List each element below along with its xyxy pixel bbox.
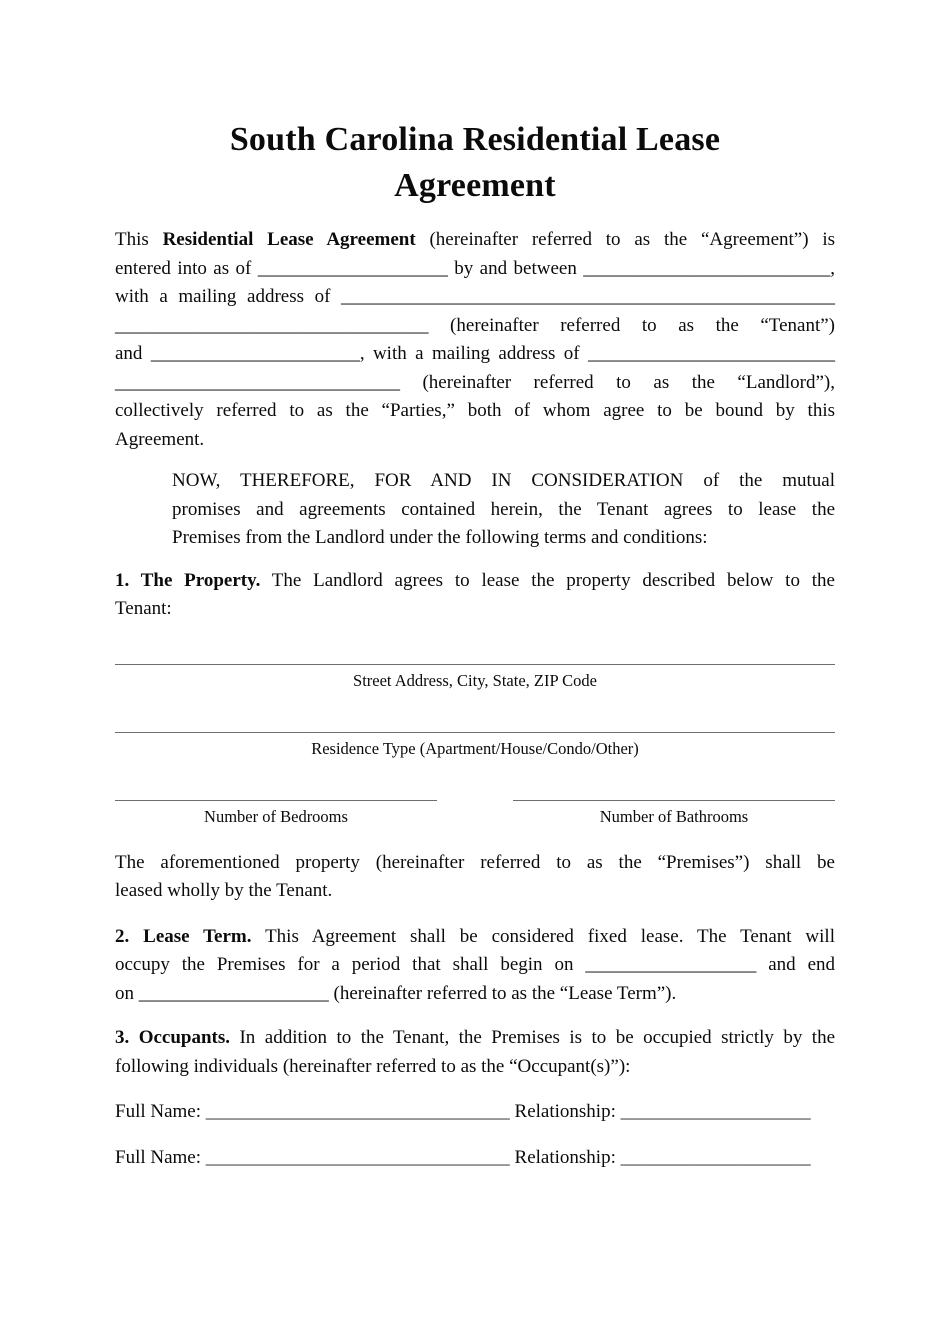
- intro-line-1-post: (hereinafter referred to as the “Agreement”) is: [429, 229, 836, 250]
- intro-line-5: and ______________________, with a mailing address of __________________________: [115, 343, 835, 364]
- section-2-lease-term: [115, 923, 835, 1009]
- bedrooms-bathrooms-row: [115, 800, 835, 827]
- title-line-1: South Carolina Residential Lease: [229, 121, 721, 158]
- full-name-label: Full Name:: [115, 1101, 202, 1122]
- premises-line-2: leased wholly by the Tenant.: [115, 880, 333, 901]
- intro-line-3: with a mailing address of ____________________________________________________: [115, 286, 835, 307]
- section-1-property: [115, 567, 835, 906]
- residence-type-field-group: [115, 732, 835, 759]
- section-3-line-1: [115, 1024, 835, 1053]
- occupant-row-1: [115, 1098, 835, 1127]
- intro-line-4: _________________________________ (hereinafter referred to as the “Tenant”): [115, 314, 835, 336]
- intro-line-1: [115, 226, 835, 255]
- bathrooms-field-group: [513, 800, 835, 827]
- occupant-row-2: [115, 1144, 835, 1173]
- full-name-field[interactable]: ________________________________: [205, 1101, 510, 1122]
- relationship-label: Relationship:: [514, 1146, 616, 1168]
- residence-type-field[interactable]: [115, 732, 835, 733]
- bathrooms-field[interactable]: [513, 800, 835, 801]
- section-1-line-1-rest: The Landlord agrees to lease the property described below to the: [271, 569, 835, 591]
- section-1-line-1: [115, 567, 835, 596]
- bathrooms-caption: Number of Bathrooms: [599, 806, 749, 826]
- section-2-heading: 2. Lease Term.: [115, 925, 252, 947]
- intro-line-2: entered into as of ____________________ by and between __________________________,: [115, 257, 835, 279]
- relationship-field[interactable]: ____________________: [620, 1146, 811, 1168]
- relationship-label: Relationship:: [514, 1101, 616, 1122]
- section-3-heading: 3. Occupants.: [115, 1027, 231, 1048]
- bedrooms-field-group: [115, 800, 437, 827]
- intro-line-1-pre: This: [115, 229, 149, 250]
- intro-paragraph: [115, 226, 835, 454]
- consideration-line-1: NOW, THEREFORE, FOR AND IN CONSIDERATION of the mutual: [172, 470, 835, 491]
- street-address-field-group: [115, 664, 835, 691]
- intro-line-6: ______________________________ (hereinafter referred to as the “Landlord”),: [115, 371, 835, 393]
- street-address-field[interactable]: [115, 664, 835, 665]
- section-1-heading: 1. The Property.: [115, 569, 261, 591]
- section-2-line-1: [115, 923, 835, 952]
- section-3-line-2: following individuals (hereinafter referred to as the “Occupant(s)”):: [115, 1055, 631, 1077]
- consideration-line-2: promises and agreements contained herein, the Tenant agrees to lease the: [172, 498, 835, 520]
- section-3-occupants: [115, 1024, 835, 1081]
- full-name-label: Full Name:: [115, 1146, 202, 1168]
- intro-line-7: collectively referred to as the “Parties,” both of whom agree to be bound by this: [115, 400, 835, 421]
- document-title: [115, 0, 835, 209]
- section-2-line-2: occupy the Premises for a period that shall begin on __________________ and end: [115, 954, 835, 975]
- street-address-caption: Street Address, City, State, ZIP Code: [353, 670, 597, 690]
- section-3-line-1-rest: In addition to the Tenant, the Premises is to be occupied strictly by the: [239, 1027, 836, 1048]
- premises-line-1: The aforementioned property (hereinafter referred to as the “Premises”) shall be: [115, 851, 835, 873]
- premises-paragraph: [115, 849, 835, 906]
- bedrooms-field[interactable]: [115, 800, 437, 801]
- residence-type-caption: Residence Type (Apartment/House/Condo/Other): [311, 738, 639, 758]
- section-2-line-3: on ____________________ (hereinafter referred to as the “Lease Term”).: [115, 982, 677, 1004]
- section-1-line-2: Tenant:: [115, 598, 172, 619]
- consideration-paragraph: [172, 467, 835, 553]
- title-line-2: Agreement: [394, 167, 556, 204]
- intro-line-1-bold: Residential Lease Agreement: [162, 229, 416, 250]
- section-2-line-1-rest: This Agreement shall be considered fixed lease. The Tenant will: [265, 925, 835, 947]
- full-name-field[interactable]: ________________________________: [205, 1146, 510, 1168]
- consideration-line-3: Premises from the Landlord under the following terms and conditions:: [172, 527, 708, 548]
- relationship-field[interactable]: ____________________: [620, 1101, 811, 1122]
- bedrooms-caption: Number of Bedrooms: [204, 806, 348, 826]
- intro-line-8: Agreement.: [115, 428, 205, 450]
